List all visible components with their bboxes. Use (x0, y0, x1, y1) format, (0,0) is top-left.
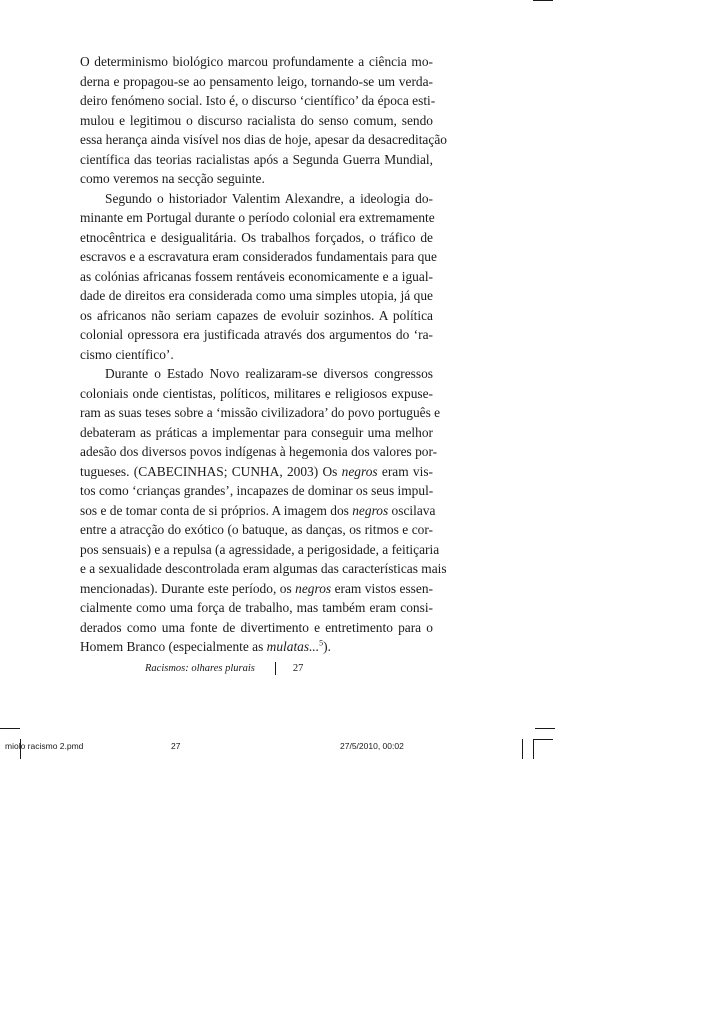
text-line: cialmente como uma força de trabalho, mas também eram consi- (80, 600, 433, 615)
text-line: etnocêntrica e desigualitária. Os trabalhos forçados, o tráfico de (80, 229, 433, 245)
crop-mark (522, 739, 523, 759)
page-number: 27 (292, 662, 304, 674)
text-segment: sos e de tomar conta de si próprios. A imagem dos (80, 502, 353, 518)
text-line: minante em Portugal durante o período colonial era extremamente (80, 210, 435, 225)
slug-page: 27 (171, 741, 181, 751)
crop-mark (533, 739, 534, 759)
text-line (80, 501, 436, 521)
text-line (80, 462, 433, 482)
text-segment: eram vistos essen- (331, 580, 433, 596)
text-line (80, 637, 433, 657)
text-line: adesão dos diversos povos indígenas à hegemonia dos valores por- (80, 444, 438, 459)
crop-mark (533, 0, 553, 1)
text-line: os africanos não seriam capazes de evoluir sozinhos. A política (80, 307, 433, 323)
slug-timestamp: 27/5/2010, 00:02 (340, 741, 404, 751)
text-line: como veremos na secção seguinte. (80, 171, 265, 186)
running-footer (145, 662, 303, 675)
text-line: as colónias africanas fossem rentáveis economicamente e a igual- (80, 268, 433, 284)
crop-mark (533, 739, 553, 740)
emphasis: negros (341, 463, 378, 479)
slug-filename: miolo racismo 2.pmd (5, 741, 84, 751)
text-line: dade de direitos era considerada como uma simples utopia, já que (80, 288, 433, 303)
text-line: derados como uma fonte de divertimento e entretimento para o (80, 619, 433, 635)
emphasis: negros (352, 502, 389, 518)
ellipsis: ... (309, 639, 320, 654)
text-line: pos sensuais) e a repulsa (a agressidade, a perigosidade, a feitiçaria (80, 541, 440, 557)
text-line (80, 579, 433, 599)
text-segment: mencionadas). Durante este período, os (80, 580, 296, 596)
emphasis: negros (295, 580, 332, 596)
text-segment: eram vis- (377, 463, 433, 479)
body-text (80, 52, 447, 657)
text-line: colonial opressora era justificada através dos argumentos do ‘ra- (80, 327, 433, 342)
text-line: cismo científico’. (80, 346, 174, 362)
book-title: Racismos: olhares plurais (145, 662, 255, 674)
text-line: coloniais onde cientistas, políticos, militares e religiosos expuse- (80, 385, 433, 401)
text-line: debateram as práticas a implementar para conseguir uma melhor (80, 424, 433, 440)
text-segment: Homem Branco (especialmente as (80, 639, 267, 654)
footer-divider (275, 662, 276, 675)
text-line: deiro fenómeno social. Isto é, o discurso ‘científico’ da época esti- (80, 93, 436, 108)
text-line: O determinismo biológico marcou profundamente a ciência mo- (80, 54, 433, 69)
text-line: mulou e legitimou o discurso racialista do senso comum, sendo (80, 112, 433, 128)
text-line: derna e propagou-se ao pensamento leigo, tornando-se um verda- (80, 73, 433, 89)
text-line: científica das teorias racialistas após a Segunda Guerra Mundial, (80, 151, 433, 167)
emphasis: mulatas (266, 639, 310, 654)
text-line: entre a atracção do exótico (o batuque, as danças, os ritmos e cor- (80, 522, 433, 537)
text-line: escravos e a escravatura eram considerados fundamentais para que (80, 249, 437, 264)
footnote-ref: 5 (319, 638, 324, 648)
text-line: essa herança ainda visível nos dias de hoje, apesar da desacreditação (80, 132, 447, 147)
text-segment: ). (323, 639, 331, 654)
crop-mark (0, 728, 20, 729)
text-segment: oscilava (388, 502, 436, 518)
text-line: tos como ‘crianças grandes’, incapazes de dominar os seus impul- (80, 483, 434, 498)
text-line: Segundo o historiador Valentim Alexandre, a ideologia do- (105, 190, 433, 206)
text-segment: tugueses. (CABECINHAS; CUNHA, 2003) Os (80, 463, 342, 479)
text-line: Durante o Estado Novo realizaram-se diversos congressos (105, 366, 433, 381)
text-line: e a sexualidade descontrolada eram algumas das características mais (80, 561, 447, 576)
text-line: ram as suas teses sobre a ‘missão civilizadora’ do povo português e (80, 405, 441, 420)
crop-mark (535, 728, 555, 729)
